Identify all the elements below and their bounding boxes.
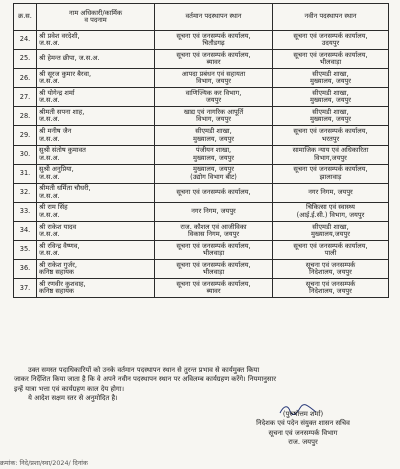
new-posting-cell-line: सूचना एवं जनसम्पर्क — [305, 279, 356, 288]
current-posting-cell-line: मुख्यालय, जयपुर — [193, 153, 234, 162]
new-posting-cell-line: सामाजिक न्याय एवं अधिकारिता — [292, 146, 369, 155]
new-posting-cell-line: सीएमडी शाखा, — [312, 108, 349, 117]
name-cell-line: ज.स.अ. — [39, 153, 60, 162]
header-current-posting: वर्तमान पदस्थापन स्थान — [155, 4, 273, 31]
new-posting-cell-line: भीलवाड़ा — [319, 58, 342, 67]
table-row — [14, 164, 389, 183]
current-posting-cell-line: सूचना एवं जनसम्पर्क कार्यालय, — [176, 241, 251, 250]
table-row — [14, 31, 389, 50]
current-posting-cell — [155, 164, 273, 183]
header-name-line1: नाम अधिकारी/कार्मिक — [68, 8, 123, 17]
serial-cell: 27. — [14, 88, 37, 107]
new-posting-cell-line: सीएमडी शाखा, — [312, 69, 349, 78]
name-cell-line: ज.स.अ. — [39, 191, 60, 200]
serial-cell: 24. — [14, 31, 37, 50]
current-posting-cell — [155, 241, 273, 260]
table-row — [14, 88, 389, 107]
current-posting-cell-line: ब्यावर — [206, 287, 221, 296]
serial-cell: 25. — [14, 50, 37, 69]
header-new-posting: नवीन पदस्थापन स्थान — [273, 4, 389, 31]
header-name — [37, 4, 155, 31]
current-posting-cell-line: सूचना एवं जनसम्पर्क कार्यालय, — [176, 188, 251, 197]
name-cell-line: ज.स.अ. — [39, 77, 60, 86]
table-row — [14, 50, 389, 69]
new-posting-cell — [273, 31, 389, 50]
serial-cell: 26. — [14, 69, 37, 88]
name-cell — [37, 202, 155, 221]
new-posting-cell — [273, 221, 389, 240]
new-posting-cell-line: सूचना एवं जनसम्पर्क कार्यालय, — [293, 165, 368, 174]
new-posting-cell-line: विभाग,जयपुर — [314, 153, 347, 162]
name-cell-line: श्री योगेन्द्र शर्मा — [39, 88, 75, 97]
name-cell — [37, 164, 155, 183]
current-posting-cell-line: नगर निगम, जयपुर — [191, 207, 236, 216]
name-cell-line: श्री रणवीर कुशवाह, — [39, 279, 86, 288]
new-posting-cell-line: मुख्यालय, जयपुर — [310, 115, 351, 124]
name-cell — [37, 107, 155, 126]
current-posting-cell-line: सूचना एवं जनसम्पर्क कार्यालय, — [176, 279, 251, 288]
name-cell-line: कनिष्ठ सहायक — [39, 268, 74, 277]
new-posting-cell-line: चिकित्सा एवं स्वास्थ्य — [306, 203, 355, 212]
current-posting-cell — [155, 69, 273, 88]
new-posting-cell-line: सूचना एवं जनसम्पर्क कार्यालय, — [293, 241, 368, 250]
name-cell-line: ज.स.अ. — [39, 249, 60, 258]
new-posting-cell — [273, 241, 389, 260]
name-cell — [37, 279, 155, 298]
table-row — [14, 202, 389, 221]
serial-cell: 31. — [14, 164, 37, 183]
new-posting-cell-line: सीएमडी शाखा, — [312, 88, 349, 97]
new-posting-cell — [273, 50, 389, 69]
new-posting-cell-line: निदेशालय, जयपुर — [309, 268, 352, 277]
name-cell-line: श्री हेमन्त छीपा, ज.स.अ. — [39, 54, 100, 63]
new-posting-cell — [273, 145, 389, 164]
signatory-designation: निदेशक एवं पदेन संयुक्त शासन सचिव — [256, 419, 350, 428]
current-posting-cell-line: वाणिज्यिक कर विभाग, — [185, 88, 242, 97]
name-cell-line: ज.स.अ. — [39, 172, 60, 181]
signatory-department: सूचना एवं जनसम्पर्क विभाग — [268, 428, 338, 437]
table-row — [14, 145, 389, 164]
current-posting-cell-line: सूचना एवं जनसम्पर्क कार्यालय, — [176, 50, 251, 59]
current-posting-cell-line: चितौडगढ़ — [202, 39, 225, 48]
serial-cell: 28. — [14, 107, 37, 126]
name-cell-line: श्री सूरज कुमार बैरवा, — [39, 69, 92, 78]
new-posting-cell-line: सूचना एवं जनसम्पर्क कार्यालय, — [293, 50, 368, 59]
current-posting-cell — [155, 279, 273, 298]
new-posting-cell-line: सूचना एवं जनसम्पर्क — [305, 260, 356, 269]
name-cell — [37, 69, 155, 88]
name-cell — [37, 221, 155, 240]
current-posting-cell-line: मुख्यालय, जयपुर — [193, 134, 234, 143]
table-row — [14, 107, 389, 126]
serial-cell: 29. — [14, 126, 37, 145]
new-posting-cell-line: पाली — [324, 249, 337, 258]
new-posting-cell-line: सीएमडी शाखा, — [312, 222, 349, 231]
current-posting-cell — [155, 50, 273, 69]
new-posting-cell — [273, 279, 389, 298]
name-cell — [37, 31, 155, 50]
new-posting-cell — [273, 88, 389, 107]
current-posting-cell — [155, 145, 273, 164]
current-posting-cell-line: पंजीयन शाखा, — [195, 146, 232, 155]
serial-cell: 30. — [14, 145, 37, 164]
note-para1-line2: जाकर निर्देशित किया जाता है कि वे अपने नवीन पदस्थापन स्थान पर अविलम्ब कार्यग्रहण करेंगे। नियमानुसार — [14, 375, 277, 384]
serial-cell: 33. — [14, 202, 37, 221]
serial-cell: 34. — [14, 221, 37, 240]
name-cell — [37, 241, 155, 260]
header-serial: क्र.स. — [14, 4, 37, 31]
name-cell-line: श्री प्रवेश वरदेशी, — [39, 31, 80, 40]
current-posting-cell-line: विभाग, जयपुर — [196, 77, 231, 86]
new-posting-cell-line: मुख्यालय,जयपुर — [311, 229, 350, 238]
name-cell-line: श्री राकेश यादव — [39, 222, 77, 231]
current-posting-cell-line: आपदा प्रबंधन एवं सहायता — [181, 69, 246, 78]
current-posting-cell-line: सूचना एवं जनसम्पर्क कार्यालय, — [176, 31, 251, 40]
current-posting-cell — [155, 31, 273, 50]
table-header-row — [14, 4, 389, 31]
name-cell-line: श्रीमती धर्मिता चौधरी, — [39, 184, 91, 193]
current-posting-cell-line: विकास निगम, जयपुर — [187, 229, 240, 238]
current-posting-cell — [155, 183, 273, 202]
current-posting-cell-line: सीएमडी शाखा, — [195, 127, 232, 136]
new-posting-cell-line: निदेशालय, जयपुर — [309, 287, 352, 296]
name-cell-line: श्री राम सिंह — [39, 203, 68, 212]
new-posting-cell — [273, 260, 389, 279]
new-posting-cell-line: झालावाड़ — [319, 172, 342, 181]
name-cell — [37, 50, 155, 69]
current-posting-cell-line: विभाग, जयपुर — [196, 115, 231, 124]
current-posting-cell — [155, 126, 273, 145]
name-cell — [37, 88, 155, 107]
current-posting-cell-line: मुख्यालय, जयपुर — [193, 165, 234, 174]
name-cell-line: ज.स.अ. — [39, 210, 60, 219]
table-row — [14, 126, 389, 145]
new-posting-cell-line: मुख्यालय, जयपुर — [310, 77, 351, 86]
current-posting-cell-line: (उद्योग विभाग बीट) — [190, 172, 237, 181]
footer-reference: क्रमांक: निदे/प्रशा/स्था/2024/ दिनांक — [0, 459, 88, 467]
table-row — [14, 69, 389, 88]
note-para1-line3: इन्हें यात्रा भत्ता एवं कार्यग्रहण काल देय होगा। — [14, 384, 125, 393]
header-name-line2: व पदनाम — [84, 16, 107, 24]
new-posting-cell-line: सूचना एवं जनसम्पर्क कार्यालय, — [293, 31, 368, 40]
name-cell — [37, 260, 155, 279]
current-posting-cell-line: खाद्य एवं नागरिक आपूर्ति — [183, 108, 244, 117]
name-cell-line: ज.स.अ. — [39, 39, 60, 48]
serial-cell: 32. — [14, 183, 37, 202]
name-cell-line: श्री मनीष जैन — [39, 127, 72, 136]
name-cell-line: श्री रविन्द्र वैष्णव, — [39, 241, 80, 250]
new-posting-cell — [273, 202, 389, 221]
current-posting-cell — [155, 260, 273, 279]
current-posting-cell — [155, 88, 273, 107]
note-para1-line1: उक्त समस्त पदाधिकारियों को उनके वर्तमान पदस्थापन स्थान से तुरन्त प्रभाव से कार्यमुक्त किया — [28, 366, 260, 374]
name-cell-line: सुश्री संतोष कुमावत — [39, 146, 86, 155]
order-notes — [14, 366, 388, 404]
name-cell-line: ज.स.अ. — [39, 115, 60, 124]
name-cell-line: सुश्री अनुप्रिया, — [39, 165, 74, 174]
new-posting-cell — [273, 126, 389, 145]
current-posting-cell — [155, 221, 273, 240]
table-row — [14, 221, 389, 240]
current-posting-cell-line: जयपुर — [205, 96, 222, 105]
new-posting-cell — [273, 183, 389, 202]
table-row — [14, 241, 389, 260]
table-row — [14, 260, 389, 279]
serial-cell: 35. — [14, 241, 37, 260]
name-cell — [37, 183, 155, 202]
table-body — [14, 31, 389, 298]
new-posting-cell-line: भरतपुर — [321, 134, 340, 143]
name-cell-line: ज.स.अ. — [39, 134, 60, 143]
current-posting-cell-line: भीलवाड़ा — [202, 249, 225, 258]
current-posting-cell-line: ब्यावर — [206, 58, 221, 67]
current-posting-cell-line: सूचना एवं जनसम्पर्क कार्यालय, — [176, 260, 251, 269]
transfer-table — [13, 3, 389, 298]
new-posting-cell-line: सूचना एवं जनसम्पर्क कार्यालय, — [293, 127, 368, 136]
new-posting-cell — [273, 164, 389, 183]
serial-cell: 37. — [14, 279, 37, 298]
name-cell-line: कनिष्ठ सहायक — [39, 287, 74, 296]
signatory-name: (पुरुषोत्तम शर्मा) — [282, 410, 324, 418]
current-posting-cell-line: राज. कौशल एवं आजीविका — [180, 222, 247, 231]
name-cell-line: ज.स.अ. — [39, 229, 60, 238]
new-posting-cell-line: नगर निगम, जयपुर — [308, 188, 353, 197]
current-posting-cell — [155, 107, 273, 126]
current-posting-cell — [155, 202, 273, 221]
table-row — [14, 183, 389, 202]
new-posting-cell-line: (आई.ई.सी.) विभाग, जयपुर — [296, 210, 365, 219]
signature-block — [210, 410, 396, 448]
serial-cell: 36. — [14, 260, 37, 279]
name-cell-line: श्री राकेश गुर्जर, — [39, 260, 77, 269]
new-posting-cell-line: मुख्यालय, जयपुर — [310, 96, 351, 105]
new-posting-cell — [273, 107, 389, 126]
name-cell — [37, 126, 155, 145]
new-posting-cell-line: उदयपुर — [321, 39, 340, 48]
name-cell-line: ज.स.अ. — [39, 96, 60, 105]
current-posting-cell-line: भीलवाड़ा — [202, 268, 225, 277]
signatory-location: राज. जयपुर — [288, 438, 318, 447]
name-cell-line: श्रीमती सपना शाह, — [39, 108, 85, 117]
table-row — [14, 279, 389, 298]
name-cell — [37, 145, 155, 164]
new-posting-cell — [273, 69, 389, 88]
note-para2: ये आदेश सक्षम स्तर से अनुमोदित है। — [28, 394, 118, 403]
